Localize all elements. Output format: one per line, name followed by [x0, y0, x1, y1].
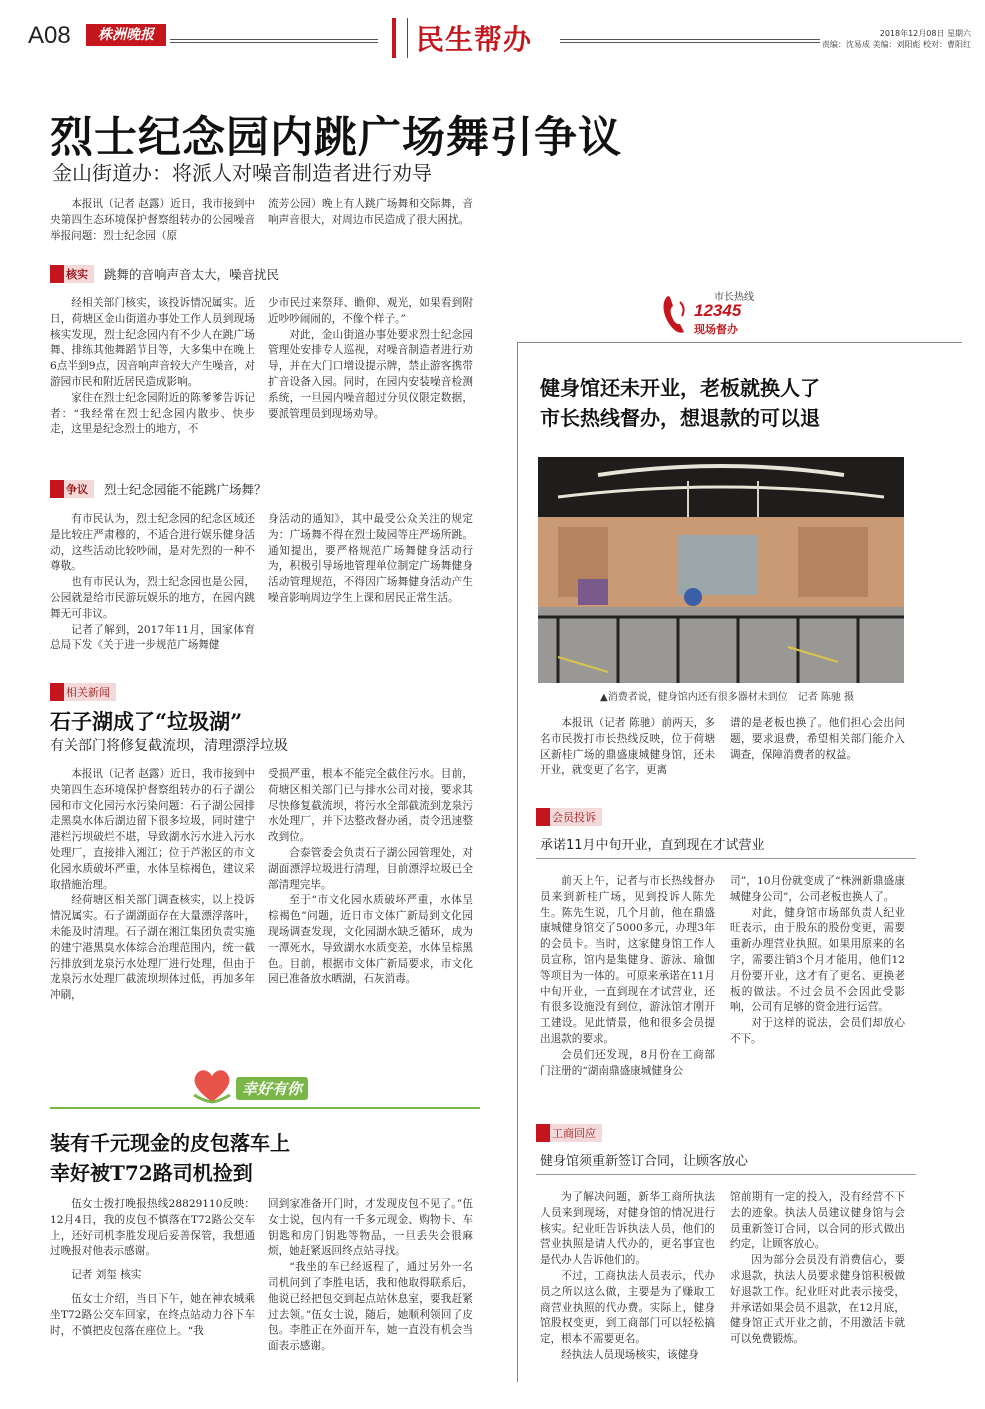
hotline-sub: 现场督办	[694, 323, 738, 336]
date-line: 2018年12月08日 星期六	[879, 29, 971, 38]
lead-intro-col2: 流芳公园）晚上有人跳广场舞和交际舞，音响声音很大，对周边市民造成了很大困扰。	[268, 198, 473, 226]
gym-sec1-rule	[536, 858, 916, 859]
column-divider	[517, 342, 518, 1382]
paragraph: 伍女士介绍，当日下午，她在神农城乘坐T72路公交车回家，在终点站动力谷下车时，不慎把皮包落在座位上。“我	[50, 1292, 255, 1337]
lead-sec2-col1	[50, 512, 255, 654]
paragraph: 因为部分会员没有消费信心，要求退款，执法人员要求健身馆积极做好退款工作。纪业旺对此表示接受，并承诺如果会员不退款，在12月底，健身馆正式开业之前，不用激活卡就可以免费锻炼。	[730, 1254, 905, 1346]
paragraph: 合泰管委会负责石子湖公园管理处，对湖面漂浮垃圾进行清理，目前漂浮垃圾已全部清理完毕。	[268, 846, 473, 891]
paragraph: 家住在烈士纪念园附近的陈爹爹告诉记者：“我经常在烈士纪念园内散步、快步走，这里是纪念烈士的地方，不	[50, 391, 255, 436]
byline: 记者 刘玺 核实	[71, 1269, 142, 1282]
lead-sec2-headline: 烈士纪念园能不能跳广场舞？	[104, 482, 267, 497]
gym-title-1: 健身馆还未开业，老板就换人了	[540, 376, 820, 400]
header-rule-right	[560, 39, 820, 43]
gym-sec1-col1	[540, 874, 715, 1079]
paragraph: 对此，健身馆市场部负责人纪业旺表示，由于股东的股份变更，需要重新办理营业执照。如果用原来的名字，需要注销3个月才能用，他们12月份要开业，这才有了更名、更换老板的做法。不过会员不会因此受影响，公司有足够的资金进行运营。	[730, 906, 905, 1014]
photo-caption: ▲消费者说，健身馆内还有很多器材未到位 记者 陈驰 摄	[600, 692, 855, 703]
hotline-badge	[660, 288, 768, 344]
paragraph: 经执法人员现场核实，该健身	[561, 1348, 699, 1361]
paragraph: 为了解决问题，新华工商所执法人员来到现场，对健身馆的情况进行核实。纪业旺告诉执法人员，他们的营业执照是请人代办的，更名事宜也是代办人告诉他们的。	[540, 1191, 715, 1267]
paragraph: 不过，工商执法人员表示，代办员之所以这么做，主要是为了赚取工商营业执照的代办费。实际上，健身馆股权变更，到工商部门可以轻松搞定，根本不需要更名。	[540, 1269, 715, 1346]
lucky-title-1: 装有千元现金的皮包落车上	[50, 1131, 290, 1155]
paragraph: 受损严重，根本不能完全截住污水。目前，荷塘区相关部门已与排水公司对接，要求其尽快修复截流坝，将污水全部截流到龙泉污水处理厂，并下达整改督办函，责令迅速整改到位。	[268, 768, 473, 844]
page-header	[0, 0, 985, 64]
phone-icon	[660, 292, 690, 336]
lucky-banner	[50, 1063, 480, 1113]
commerce-response-tag: 工商回应	[536, 1124, 602, 1142]
paragraph: 少市民过来祭拜、瞻仰、观光，如果看到附近吵吵闹闹的，不像个样子。”	[268, 297, 473, 325]
section-marker	[392, 18, 408, 58]
header-rule-left	[170, 39, 378, 43]
related-news-tag: 相关新闻	[50, 683, 116, 701]
gym-sec2-col2	[730, 1190, 905, 1348]
paper-logo: 株洲晚报	[86, 24, 166, 46]
heart-icon	[190, 1065, 234, 1105]
gym-sec2-col1	[540, 1190, 715, 1364]
related-col2	[268, 767, 473, 988]
paragraph: 会员们还发现，8月份在工商部门注册的“湖南鼎盛康城健身公	[540, 1048, 715, 1077]
paragraph: 回到家准备开门时，才发现皮包不见了。”伍女士说，包内有一千多元现金、购物卡、车钥匙和房门钥匙等物品，一旦丢失会很麻烦，她赶紧返回终点站寻找。	[268, 1198, 473, 1258]
lead-sec1-col2	[268, 296, 473, 422]
lucky-col2	[268, 1197, 473, 1355]
lucky-badge: 幸好有你	[236, 1077, 308, 1100]
paragraph: 本报讯（记者 赵露）近日，我市接到中央第四生态环境保护督察组转办的石子湖公园和市文化园污水污染问题：石子湖公园排走黑臭水体后湖边留下很多垃圾，同时建宁港栏污坝破烂不堪，导致湖水污水进入污水处理厂，直接排入湘江；位于芦淞区的市文化园水质破坏严重，水体呈棕褐色，建议采取措施治理。	[50, 768, 255, 891]
paragraph: 伍女士拨打晚报热线28829110反映：12月4日，我的皮包不慎落在T72路公交车上，还好司机李胜发现后妥善保管，我想通过晚报对他表示感谢。	[50, 1198, 255, 1258]
gym-sec2-rule	[536, 1174, 916, 1175]
paragraph: “我坐的车已经返程了，通过另外一名司机问到了李胜电话，我和他取得联系后，他说已经把包交到起点站休息室，要我赶紧过去领。”伍女士说，随后，她顺利领回了皮包。李胜正在外面开车，她一直没有机会当面表示感谢。	[268, 1261, 473, 1353]
related-title: 石子湖成了“垃圾湖”	[50, 709, 243, 734]
hotline-number: 12345	[694, 301, 742, 320]
lucky-title-2: 幸好被T72路司机捡到	[50, 1161, 253, 1185]
gym-sec1-headline: 承诺11月中旬开业，直到现在才试营业	[540, 838, 765, 853]
paragraph: 前天上午，记者与市长热线督办员来到新桂广场，见到投诉人陈先生。陈先生说，几个月前，他在鼎盛康城健身馆交了5000多元，办理3年的会员卡。当时，这家健身馆工作人员宣称，馆内是集健身、游泳、瑜伽等项目为一体的。可原来承诺在11月中旬开业，一直到现在才试营业，还有很多设施没有到位，游泳馆才刚开工建设。见此情景，他和很多会员提出退款的要求。	[540, 875, 715, 1045]
lucky-col1	[50, 1197, 255, 1339]
paragraph: 馆前期有一定的投入，没有经营不下去的迹象。执法人员建议健身馆与会员重新签订合同，以合同的形式做出约定，让顾客放心。	[730, 1191, 905, 1251]
lead-sec2-col2	[268, 512, 473, 607]
lead-intro-col1: 本报讯（记者 赵露）近日，我市接到中央第四生态环境保护督察组转办的公园噪音举报问题：烈士纪念园（原	[50, 198, 255, 242]
gym-photo	[538, 457, 904, 683]
paragraph: 身活动的通知》，其中最受公众关注的规定为：广场舞不得在烈士陵园等庄严场所跳。通知提出，要严格规范广场舞健身活动行为，积极引导场地管理单位制定广场舞健身活动管理规范，不得因广场舞健身活动产生噪音影响周边学生上课和居民正常生活。	[268, 513, 473, 604]
paragraph: 经荷塘区相关部门调查核实，以上投诉情况属实。石子湖湖面存在大量漂浮落叶，未能及时清理。石子湖在湘江集团负责实施的建宁港黑臭水体综合治理范围内，统一截污排放到龙泉污水处理厂进行处理，但由于龙泉污水处理厂截流坝坝体过低，再加多年冲刷，	[50, 894, 255, 1002]
verify-tag: 核实	[50, 265, 94, 283]
related-tag-row	[50, 683, 116, 701]
hotline-label: 市长热线	[714, 292, 754, 303]
gym-sec1-col2	[730, 874, 905, 1048]
lead-sec1-head	[50, 265, 480, 283]
section-title: 民生帮办	[416, 23, 533, 56]
gym-sec1-tag-row	[536, 808, 602, 826]
paragraph: 有市民认为，烈士纪念园的纪念区域还是比较庄严肃穆的，不适合进行娱乐健身活动，这些活动比较吵闹，是对先烈的一种不尊敬。	[50, 513, 255, 573]
paragraph: 也有市民认为，烈士纪念园也是公园，公园就是给市民游玩娱乐的地方，在园内跳舞无可非议。	[50, 576, 255, 620]
page-number: A08	[28, 22, 71, 49]
gym-sec2-headline: 健身馆须重新签订合同，让顾客放心	[540, 1154, 749, 1169]
gym-intro-col1: 本报讯（记者 陈驰）前两天，多名市民拨打市长热线反映，位于荷塘区新桂广场的鼎盛康城健身馆，还未开业，就变更了名字，更离	[540, 717, 715, 777]
member-complaint-tag: 会员投诉	[536, 808, 602, 826]
related-col1	[50, 767, 255, 1004]
paragraph: 对此，金山街道办事处要求烈士纪念园管理处安排专人巡视，对噪音制造者进行劝导，并在大门口增设提示牌，禁止游客携带扩音设备入园。同时，在园内安装噪音检测系统，一旦园内噪音超过分贝仪限定数据，要派管理员到现场劝导。	[268, 328, 473, 420]
paragraph: 记者了解到，2017年11月，国家体育总局下发《关于进一步规范广场舞健	[50, 623, 255, 652]
related-subtitle: 有关部门将修复截流坝，清理漂浮垃圾	[50, 738, 288, 754]
paragraph: 经相关部门核实，该投诉情况属实。近日，荷塘区金山街道办事处工作人员到现场核实发现，烈士纪念园内有不少人在跳广场舞、排练其他舞蹈节目等，大多集中在晚上6点半到9点，因音响声音较大产生噪音，对游园市民和附近居民造成影响。	[50, 297, 255, 388]
paragraph: 司”，10月份就变成了“株洲新鼎盛康城健身公司”，公司老板也换人了。	[730, 875, 905, 903]
lead-sec1-col1	[50, 296, 255, 438]
paragraph: 至于“市文化园水质破坏严重，水体呈棕褐色”问题，近日市文体广新局到文化园现场调查发现，文化园湖水缺乏循环，成为一潭死水，导致湖水水质变差，水体呈棕黑色。目前，根据市文体广新局要求，市文化园已准备放水晒湖，石灰消毒。	[268, 894, 473, 986]
lead-sec2-head	[50, 480, 480, 498]
gym-title-2: 市长热线督办，想退款的可以退	[540, 406, 820, 430]
gym-intro-col2: 谱的是老板也换了。他们担心会出问题，要求退费，希望相关部门能介入调查，保障消费者的权益。	[730, 717, 905, 761]
editors-line: 责编：沈易成 美编：刘阳彪 校对：曹阳红	[821, 40, 971, 49]
gym-sec2-tag-row	[536, 1124, 602, 1142]
dispute-tag: 争议	[50, 480, 94, 498]
lead-sec1-headline: 跳舞的音响声音太大，噪音扰民	[104, 267, 280, 282]
lucky-rule	[50, 1107, 480, 1109]
paragraph: 对于这样的说法，会员们却放心不下。	[730, 1017, 905, 1045]
lead-subtitle: 金山街道办：将派人对噪音制造者进行劝导	[52, 161, 432, 185]
lead-title: 烈士纪念园内跳广场舞引争议	[50, 113, 622, 163]
